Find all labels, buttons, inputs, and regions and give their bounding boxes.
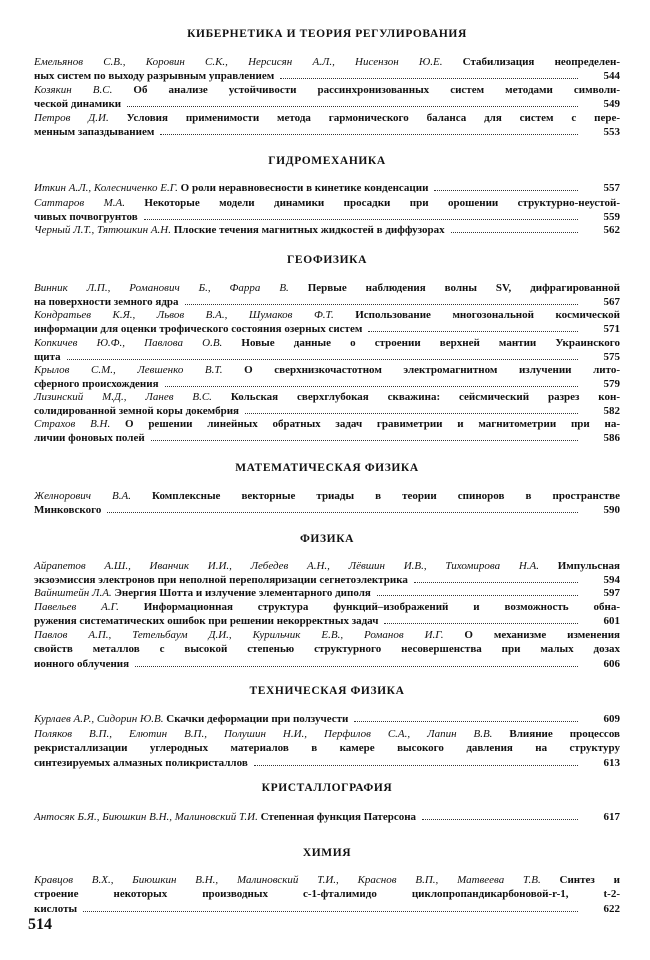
entry-page-number: 601 [603, 615, 620, 628]
entry-line [34, 308, 620, 322]
dot-leader [83, 911, 578, 912]
entry-page-number: 606 [603, 657, 620, 670]
entry-title: Скачки деформации при ползучести [163, 713, 349, 725]
entry-authors: Козякин В.С. [34, 84, 113, 96]
entry-page-number: 544 [603, 70, 620, 83]
entry-page-number: 597 [603, 587, 620, 599]
entry-title: Импульсная [539, 560, 620, 572]
entry-line [34, 322, 620, 336]
toc-entry [34, 873, 620, 916]
entry-title: Минковского [34, 504, 102, 517]
entry-line [34, 756, 620, 770]
entry-line-text [34, 902, 77, 916]
entry-page-number: 553 [603, 126, 620, 139]
toc-entry [34, 390, 620, 419]
entry-authors: Петров Д.И. [34, 112, 109, 124]
entry-authors: Емельянов С.В., Коровин С.К., Нерсисян А.Л., Нисензон Ю.Е. [34, 56, 443, 68]
entry-authors: Айрапетов А.Ш., Иванчик И.И., Лебедев А.Н., Лёвшин И.В., Тихомирова Н.А. [34, 560, 539, 572]
section-heading: МАТЕМАТИЧЕСКАЯ ФИЗИКА [235, 462, 419, 474]
entry-line [34, 83, 620, 97]
entry-title: Комплексные векторные триады в теории спиноров в пространстве [130, 490, 620, 502]
toc-entry [34, 181, 620, 195]
entry-page-number: 557 [603, 182, 620, 194]
entry-page-number: 609 [603, 713, 620, 725]
toc-entry [34, 810, 620, 824]
entry-title: О механизме изменения [443, 629, 620, 641]
entry-authors: Копкичев Ю.Ф., Павлова О.В. [34, 337, 223, 349]
entry-line-text [34, 69, 274, 83]
entry-title: Степенная функция Патерсона [257, 811, 417, 823]
entry-authors: Лизинский М.Д., Ланев В.С. [34, 391, 212, 403]
dot-leader [245, 413, 578, 414]
entry-line-text [34, 600, 620, 614]
entry-title: О сверхнизкочастотном электромагнитном излучении лито- [222, 364, 620, 376]
entry-line [34, 336, 620, 350]
entry-authors: Вайнштейн Л.А. [34, 587, 112, 599]
entry-line [34, 97, 620, 111]
entry-title: солидированной земной коры докембрия [34, 405, 239, 418]
dot-leader [384, 623, 578, 624]
entry-line [34, 586, 620, 600]
section-heading: ХИМИЯ [302, 847, 352, 859]
entry-line [34, 600, 620, 614]
entry-title: Информационная структура функций–изображений и возможность обна- [118, 601, 621, 613]
entry-line [34, 181, 620, 195]
toc-entry [34, 308, 620, 337]
entry-title: рекристаллизации углеродных материалов в камере высокого давления на структуру [34, 742, 620, 755]
entry-authors: Крылов С.М., Левшенко В.Т. [34, 364, 223, 376]
entry-title: Стабилизация неопределен- [442, 56, 620, 68]
dot-leader [144, 219, 578, 220]
entry-authors: Павлов А.П., Тетельбаум Д.И., Курильчик Е.В., Романов И.Г. [34, 629, 444, 641]
dot-leader [135, 666, 578, 667]
entry-line-text [34, 887, 620, 901]
entry-line [34, 887, 620, 901]
dot-leader [451, 232, 578, 233]
section-heading: ГЕОФИЗИКА [287, 254, 367, 266]
entry-line-text [34, 363, 620, 377]
entry-line-text [34, 503, 101, 517]
entry-title: кислоты [34, 902, 78, 915]
dot-leader [185, 304, 578, 305]
entry-title: Синтез и [540, 874, 620, 886]
entry-line [34, 363, 620, 377]
entry-line-text [34, 756, 248, 770]
dot-leader [127, 106, 578, 107]
entry-line [34, 628, 620, 642]
entry-line-text [34, 657, 129, 671]
entry-authors: Поляков В.П., Елютин В.П., Полушин Н.И., Перфилов С.А., Лапин В.В. [34, 728, 493, 740]
entry-line [34, 196, 620, 210]
toc-entry [34, 600, 620, 629]
entry-line [34, 559, 620, 573]
entry-title: ионного облучения [34, 657, 130, 670]
entry-line-text [34, 489, 620, 503]
dot-leader [67, 359, 578, 360]
section-heading: ФИЗИКА [299, 533, 355, 545]
entry-line-text [34, 559, 620, 573]
entry-authors: Винник Л.П., Романович Б., Фарра В. [34, 282, 289, 294]
entry-title: Кольская сверхглубокая скважина: сейсмический разрез кон- [211, 391, 621, 403]
entry-line [34, 489, 620, 503]
entry-authors: Страхов В.Н. [34, 418, 111, 430]
section-heading: ГИДРОМЕХАНИКА [268, 155, 386, 167]
entry-line [34, 741, 620, 755]
toc-entry [34, 223, 620, 237]
entry-line-text [34, 642, 620, 656]
entry-line [34, 281, 620, 295]
dot-leader [377, 595, 578, 596]
entry-title: менным запаздыванием [34, 126, 155, 139]
entry-authors: Кравцов В.Х., Биюшкин В.Н., Малиновский Т.И., Краснов В.П., Матвеева Т.В. [34, 874, 541, 886]
entry-title: щита [34, 351, 61, 364]
toc-entry [34, 336, 620, 365]
entry-authors: Антосяк Б.Я., Биюшкин В.Н., Малиновский Т.И. [34, 811, 258, 823]
entry-line [34, 727, 620, 741]
toc-entry [34, 628, 620, 671]
entry-title: Условия применимости метода гармонического баланса для систем с пере- [108, 112, 621, 124]
entry-authors: Кондратьев К.Я., Львов В.А., Шумаков Ф.Т. [34, 309, 334, 321]
dot-leader [107, 512, 578, 513]
section-heading: ТЕХНИЧЕСКАЯ ФИЗИКА [249, 685, 405, 697]
toc-entry [34, 712, 620, 726]
entry-line-text [34, 308, 620, 322]
entry-line-text [34, 83, 620, 97]
entry-page-number: 579 [603, 378, 620, 391]
dot-leader [160, 134, 578, 135]
entry-authors: Саттаров М.А. [34, 197, 125, 209]
toc-entry [34, 363, 620, 392]
entry-page-number: 562 [603, 224, 620, 236]
entry-title: Некоторые модели динамики просадки при орошении структурно-неустой- [125, 197, 621, 209]
entry-line-text [34, 336, 620, 350]
entry-line [34, 390, 620, 404]
dot-leader [368, 331, 578, 332]
entry-page-number: 567 [603, 296, 620, 309]
entry-title: ных систем по выходу разрывным управлением [34, 70, 275, 83]
entry-page-number: 559 [603, 211, 620, 224]
entry-line-text [34, 417, 620, 431]
section-heading: КИБЕРНЕТИКА И ТЕОРИЯ РЕГУЛИРОВАНИЯ [187, 28, 467, 40]
entry-line-text [34, 727, 620, 741]
entry-title: информации для оценки трофического состояния озерных систем [34, 323, 363, 336]
entry-line [34, 614, 620, 628]
entry-title: Плоские течения магнитных жидкостей в диффузорах [170, 224, 445, 236]
entry-line-text [34, 181, 428, 195]
toc-entry [34, 111, 620, 140]
toc-entry [34, 559, 620, 588]
entry-line-text [34, 196, 620, 210]
entry-line [34, 125, 620, 139]
entry-title: экзоэмиссия электронов при неполной переполяризации сегнетоэлектрика [34, 574, 408, 587]
toc-entry [34, 417, 620, 446]
toc-entry [34, 55, 620, 84]
entry-line-text [34, 223, 445, 237]
entry-page-number: 594 [603, 574, 620, 587]
entry-line-text [34, 390, 620, 404]
entry-title: синтезируемых алмазных поликристаллов [34, 756, 248, 769]
page-number: 514 [28, 916, 52, 933]
entry-line-text [34, 712, 348, 726]
dot-leader [422, 819, 578, 820]
entry-line [34, 810, 620, 824]
entry-line [34, 873, 620, 887]
dot-leader [434, 190, 578, 191]
entry-line-text [34, 111, 620, 125]
entry-line [34, 417, 620, 431]
section-heading: КРИСТАЛЛОГРАФИЯ [261, 782, 393, 794]
entry-title: сферного происхождения [34, 378, 159, 391]
entry-line [34, 657, 620, 671]
toc-entry [34, 586, 620, 600]
entry-line [34, 111, 620, 125]
entry-line-text [34, 810, 416, 824]
entry-page-number: 571 [603, 323, 620, 336]
entry-authors: Желнорович В.А. [34, 490, 131, 502]
entry-line-text [34, 614, 378, 628]
dot-leader [354, 721, 578, 722]
entry-line [34, 642, 620, 656]
entry-title: Влияние процессов [492, 728, 620, 740]
entry-title: Энергия Шотта и излучение элементарного диполя [111, 587, 371, 599]
toc-entry [34, 196, 620, 225]
toc-entry [34, 281, 620, 310]
dot-leader [151, 440, 578, 441]
entry-page-number: 582 [603, 405, 620, 418]
toc-entry [34, 727, 620, 770]
dot-leader [254, 765, 578, 766]
entry-authors: Павельев А.Г. [34, 601, 119, 613]
entry-line-text [34, 873, 620, 887]
entry-line-text [34, 741, 620, 755]
entry-page-number: 586 [603, 432, 620, 445]
entry-authors: Иткин А.Л., Колесниченко Е.Г. [34, 182, 178, 194]
entry-title: О решении линейных обратных задач гравиметрии и магнитометрии при на- [110, 418, 621, 430]
entry-page-number: 613 [603, 756, 620, 769]
entry-title: Об анализе устойчивости рассинхронизованных систем методами символи- [112, 84, 620, 96]
dot-leader [414, 582, 578, 583]
entry-line-text [34, 55, 620, 69]
entry-line [34, 223, 620, 237]
entry-title: Новые данные о строении верхней мантии Украинского [222, 337, 620, 349]
entry-title: личии фоновых полей [34, 432, 145, 445]
entry-line-text [34, 322, 362, 336]
toc-entry [34, 83, 620, 112]
entry-line-text [34, 586, 371, 600]
entry-page-number: 622 [603, 902, 620, 915]
dot-leader [165, 386, 578, 387]
entry-line-text [34, 281, 620, 295]
entry-line-text [34, 628, 620, 642]
toc-entry [34, 489, 620, 518]
entry-line [34, 431, 620, 445]
entry-authors: Курлаев А.Р., Сидорин Ю.В. [34, 713, 164, 725]
entry-line [34, 69, 620, 83]
entry-line-text [34, 125, 154, 139]
entry-title: Первые наблюдения волны SV, дифрагированной [288, 282, 620, 294]
entry-title: свойств металлов с высокой степенью структурного несовершенства при малых дозах [34, 643, 620, 656]
entry-page-number: 549 [603, 98, 620, 111]
entry-page-number: 617 [603, 811, 620, 823]
entry-line [34, 902, 620, 916]
entry-page-number: 590 [603, 504, 620, 517]
entry-authors: Черный Л.Т., Тятюшкин А.Н. [34, 224, 171, 236]
entry-title: строение некоторых производных с-1-фталимидо циклопропандикарбоновой-r-1, t-2- [34, 888, 620, 901]
entry-title: на поверхности земного ядра [34, 296, 179, 309]
entry-title: ческой динамики [34, 98, 122, 111]
entry-line [34, 503, 620, 517]
entry-line-text [34, 97, 121, 111]
entry-line [34, 712, 620, 726]
entry-page-number: 575 [603, 351, 620, 364]
entry-title: ружения систематических ошибок при решении некорректных задач [34, 615, 379, 628]
entry-line [34, 55, 620, 69]
entry-line-text [34, 431, 145, 445]
entry-title: О роли неравновесности в кинетике конденсации [177, 182, 429, 194]
dot-leader [280, 78, 578, 79]
entry-title: Использование многозональной космической [333, 309, 620, 321]
entry-title: чивых почвогрунтов [34, 211, 138, 224]
